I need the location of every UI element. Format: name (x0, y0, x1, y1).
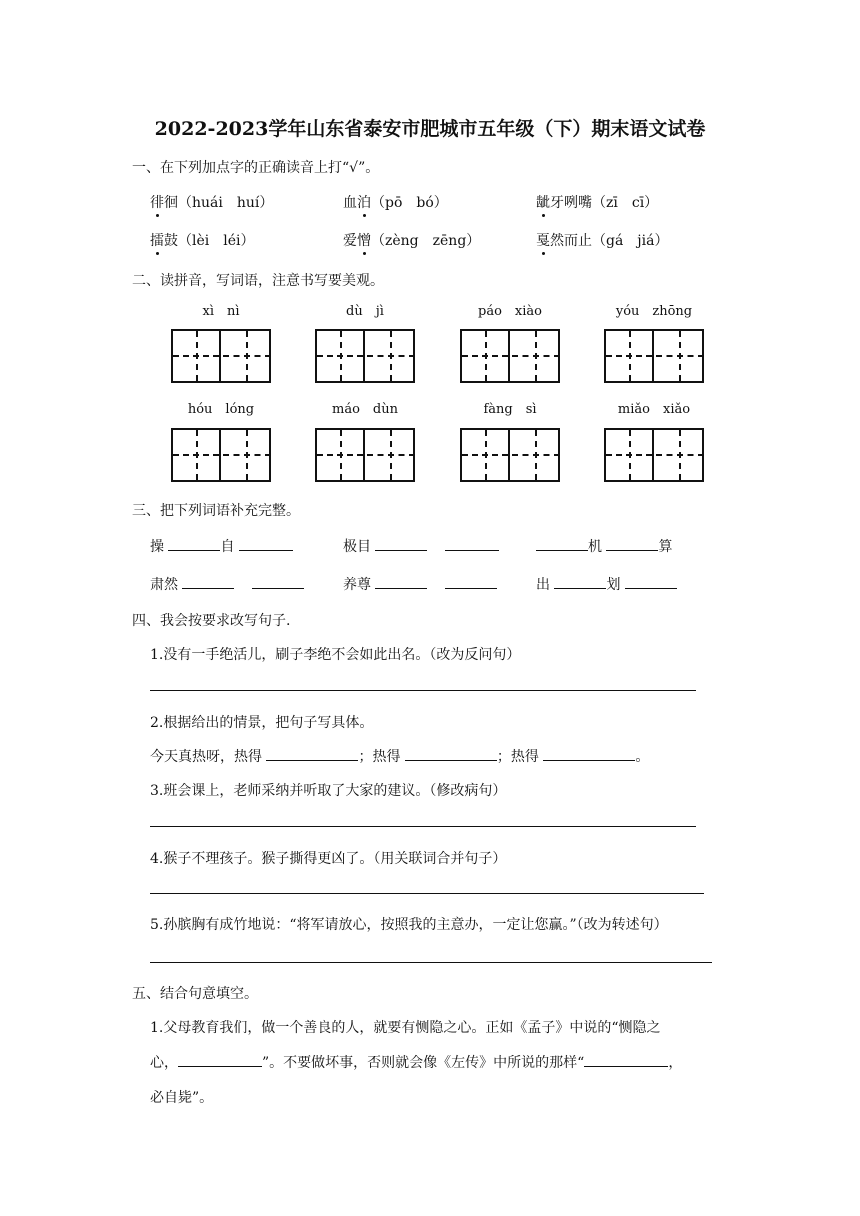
q4-item-3: 3.班会课上，老师采纳并听取了大家的建议。（修改病句） (150, 783, 507, 799)
q5-line-2: 心， ”。不要做坏事，否则就会像《左传》中所说的那样“ ， (150, 1052, 682, 1072)
answer-blank[interactable] (554, 574, 606, 589)
pinyin-label: páo xiào (478, 304, 542, 319)
q3-item-5: 养尊 (343, 574, 497, 594)
answer-blank[interactable] (252, 574, 304, 589)
writing-grid[interactable] (315, 329, 415, 383)
q1-item-4: 擂鼓（lèi léi） (150, 230, 254, 250)
section-5-heading: 五、结合句意填空。 (132, 986, 258, 1002)
q4-item-4: 4.猴子不理孩子。猴子撕得更凶了。（用关联词合并句子） (150, 851, 507, 867)
answer-blank[interactable] (445, 574, 497, 589)
pinyin-label: dù jì (346, 304, 384, 319)
answer-line[interactable] (150, 690, 696, 691)
q3-item-1: 操 自 (150, 536, 293, 556)
pinyin-label: máo dùn (332, 402, 398, 417)
writing-grid[interactable] (171, 329, 271, 383)
answer-blank[interactable] (543, 746, 635, 761)
writing-grid[interactable] (604, 329, 704, 383)
section-4-heading: 四、我会按要求改写句子. (132, 613, 291, 629)
writing-grid[interactable] (604, 428, 704, 482)
answer-blank[interactable] (178, 1052, 262, 1067)
writing-grid[interactable] (460, 329, 560, 383)
pinyin-label: xì nì (202, 304, 240, 319)
answer-blank[interactable] (375, 536, 427, 551)
answer-blank[interactable] (266, 746, 358, 761)
pinyin-label: fàng sì (483, 402, 537, 417)
answer-line[interactable] (150, 962, 712, 963)
section-2-heading: 二、读拼音，写词语，注意书写要美观。 (132, 273, 384, 289)
answer-line[interactable] (150, 893, 704, 894)
answer-blank[interactable] (606, 536, 658, 551)
section-3-heading: 三、把下列词语补充完整。 (132, 503, 300, 519)
q3-item-3: 机 算 (536, 536, 672, 556)
answer-blank[interactable] (625, 574, 677, 589)
answer-blank[interactable] (584, 1052, 668, 1067)
answer-blank[interactable] (445, 536, 499, 551)
pinyin-label: hóu lóng (187, 402, 255, 417)
writing-grid[interactable] (171, 428, 271, 482)
q4-item-2: 2.根据给出的情景，把句子写具体。 (150, 715, 374, 731)
writing-grid[interactable] (460, 428, 560, 482)
q1-item-5: 爱憎（zèng zēng） (343, 230, 480, 250)
pinyin-label: yóu zhōng (615, 304, 693, 319)
q3-item-6: 出 划 (536, 574, 677, 594)
q4-item-2-sentence: 今天真热呀，热得 ；热得 ；热得 。 (150, 746, 649, 766)
answer-line[interactable] (150, 826, 696, 827)
q1-item-1: 徘徊（huái huí） (150, 192, 273, 212)
answer-blank[interactable] (405, 746, 497, 761)
q3-item-4: 肃然 (150, 574, 304, 594)
page-title: 2022-2023学年山东省泰安市肥城市五年级（下）期末语文试卷 (154, 118, 706, 140)
q1-item-2: 血泊（pō bó） (343, 192, 448, 212)
answer-blank[interactable] (182, 574, 234, 589)
answer-blank[interactable] (536, 536, 588, 551)
pinyin-label: miǎo xiǎo (617, 402, 691, 417)
q1-item-6: 戛然而止（gá jiá） (536, 230, 668, 250)
q5-line-3: 必自毙”。 (150, 1090, 214, 1106)
q4-item-1: 1.没有一手绝活儿，刷子李绝不会如此出名。（改为反问句） (150, 647, 521, 663)
answer-blank[interactable] (168, 536, 220, 551)
answer-blank[interactable] (239, 536, 293, 551)
q4-item-5: 5.孙膑胸有成竹地说：“将军请放心，按照我的主意办，一定让您赢。”（改为转述句） (150, 917, 668, 933)
q1-item-3: 龇牙咧嘴（zī cī） (536, 192, 658, 212)
q3-item-2: 极目 (343, 536, 499, 556)
answer-blank[interactable] (375, 574, 427, 589)
section-1-heading: 一、在下列加点字的正确读音上打“√”。 (132, 160, 380, 176)
q5-line-1: 1.父母教育我们，做一个善良的人，就要有恻隐之心。正如《孟子》中说的“恻隐之 (150, 1020, 661, 1036)
writing-grid[interactable] (315, 428, 415, 482)
